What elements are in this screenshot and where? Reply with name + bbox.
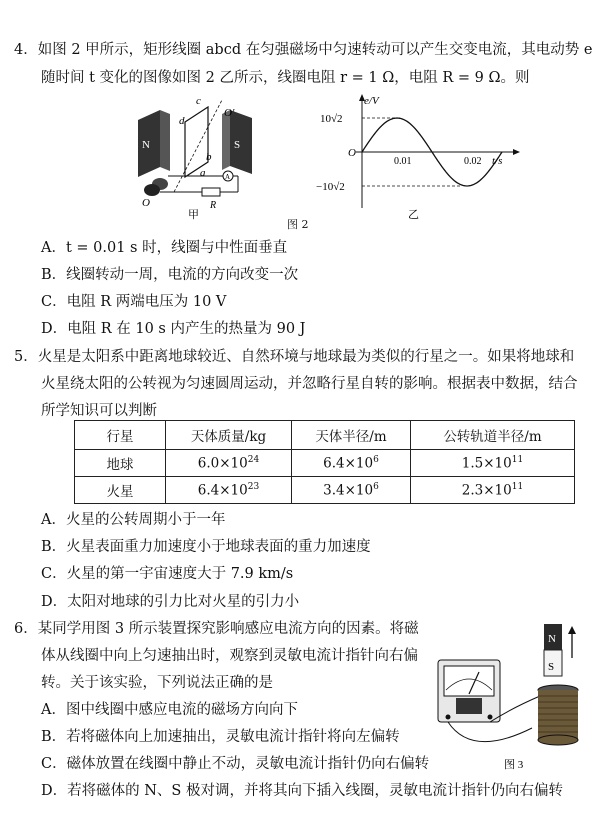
- magnet-n-label: N: [548, 633, 556, 645]
- magnet-s-label: S: [548, 661, 555, 673]
- planet-mass: $6.0\times 10^{24}$: [166, 450, 292, 477]
- generator-diagram: [130, 92, 290, 222]
- planet-orbit: $1.5\times 10^{11}$: [411, 450, 575, 477]
- q6-stem-line2: 体从线圈中向上匀速抽出时，观察到灵敏电流计指针向右偏: [41, 648, 418, 664]
- label-c: c: [196, 95, 201, 107]
- emf-graph: [316, 92, 531, 222]
- planet-radius: $6.4\times 10^6$: [292, 450, 411, 477]
- graph-ylabel: e/V: [364, 95, 379, 107]
- planet-orbit: $2.3\times 10^{11}$: [411, 477, 575, 504]
- magnet-n-label: N: [142, 139, 150, 151]
- q4-stem-line1: 4．如图 2 甲所示，矩形线圈 abcd 在匀强磁场中匀速转动可以产生交变电流，其电动势 e: [14, 42, 593, 58]
- graph-ymin-label: −10√2: [316, 181, 345, 193]
- q6-option-b: B．若将磁体向上加速抽出，灵敏电流计指针将向左偏转: [41, 729, 400, 745]
- q5-option-c: C．火星的第一宇宙速度大于 7.9 km/s: [41, 566, 294, 582]
- graph-ymax-label: 10√2: [320, 113, 343, 125]
- graph-xlabel: t/s: [492, 155, 503, 167]
- label-a: a: [200, 167, 206, 179]
- planet-mass: $6.4\times 10^{23}$: [166, 477, 292, 504]
- label-r: R: [210, 200, 217, 211]
- q6-option-c: C．磁体放置在线圈中静止不动，灵敏电流计指针仍向右偏转: [41, 756, 430, 772]
- table-header: 公转轨道半径/m: [411, 421, 575, 450]
- label-b: b: [206, 151, 212, 163]
- q6-stem-line3: 转。关于该实验，下列说法正确的是: [41, 675, 273, 691]
- table-header: 天体半径/m: [292, 421, 411, 450]
- q5-option-a: A．火星的公转周期小于一年: [41, 512, 226, 528]
- q4-stem-line2: 随时间 t 变化的图像如图 2 乙所示，线圈电阻 r = 1 Ω，电阻 R = 9 Ω。则: [41, 70, 530, 86]
- fig3-caption: 图 3: [504, 759, 524, 771]
- graph-origin: O: [348, 147, 356, 159]
- table-header: 天体质量/kg: [166, 421, 292, 450]
- label-o: O: [142, 197, 150, 209]
- q5-stem-line3: 所学知识可以判断: [41, 403, 157, 419]
- q4-option-c: C．电阻 R 两端电压为 10 V: [41, 294, 227, 310]
- q5-option-b: B．火星表面重力加速度小于地球表面的重力加速度: [41, 539, 371, 555]
- label-d: d: [179, 115, 185, 127]
- q6-option-a: A．图中线圈中感应电流的磁场方向向下: [41, 702, 298, 718]
- table-row: [75, 477, 575, 504]
- q5-option-d: D．太阳对地球的引力比对火星的引力小: [41, 594, 300, 610]
- planet-name: 火星: [75, 477, 166, 504]
- planet-radius: $3.4\times 10^6$: [292, 477, 411, 504]
- table-row: [75, 450, 575, 477]
- graph-tick-001: 0.01: [394, 156, 412, 167]
- ammeter-label: A: [225, 173, 231, 181]
- q4-option-b: B．线圈转动一周，电流的方向改变一次: [41, 267, 299, 283]
- q4-option-a: A．t = 0.01 s 时，线圈与中性面垂直: [41, 240, 288, 256]
- fig2-left-caption: 甲: [188, 209, 199, 221]
- planet-data-table: [74, 420, 575, 504]
- graph-tick-002: 0.02: [464, 156, 482, 167]
- planet-name: 地球: [75, 450, 166, 477]
- table-header: 行星: [75, 421, 166, 450]
- magnet-s-label: S: [234, 139, 241, 151]
- q5-stem-line2: 火星绕太阳的公转视为匀速圆周运动，并忽略行星自转的影响。根据表中数据，结合: [41, 376, 578, 392]
- fig2-caption: 图 2: [287, 218, 309, 231]
- q5-stem-line1: 5．火星是太阳系中距离地球较近、自然环境与地球最为类似的行星之一。如果将地球和: [14, 349, 575, 365]
- fig2-right-caption: 乙: [408, 209, 419, 221]
- label-o-prime: O': [224, 107, 235, 119]
- q6-stem-line1: 6．某同学用图 3 所示装置探究影响感应电流方向的因素。将磁: [14, 621, 419, 637]
- induction-apparatus: [432, 618, 592, 773]
- q6-option-d: D．若将磁体的 N、S 极对调，并将其向下插入线圈，灵敏电流计指针仍向右偏转: [41, 783, 563, 799]
- q4-option-d: D．电阻 R 在 10 s 内产生的热量为 90 J: [41, 321, 306, 337]
